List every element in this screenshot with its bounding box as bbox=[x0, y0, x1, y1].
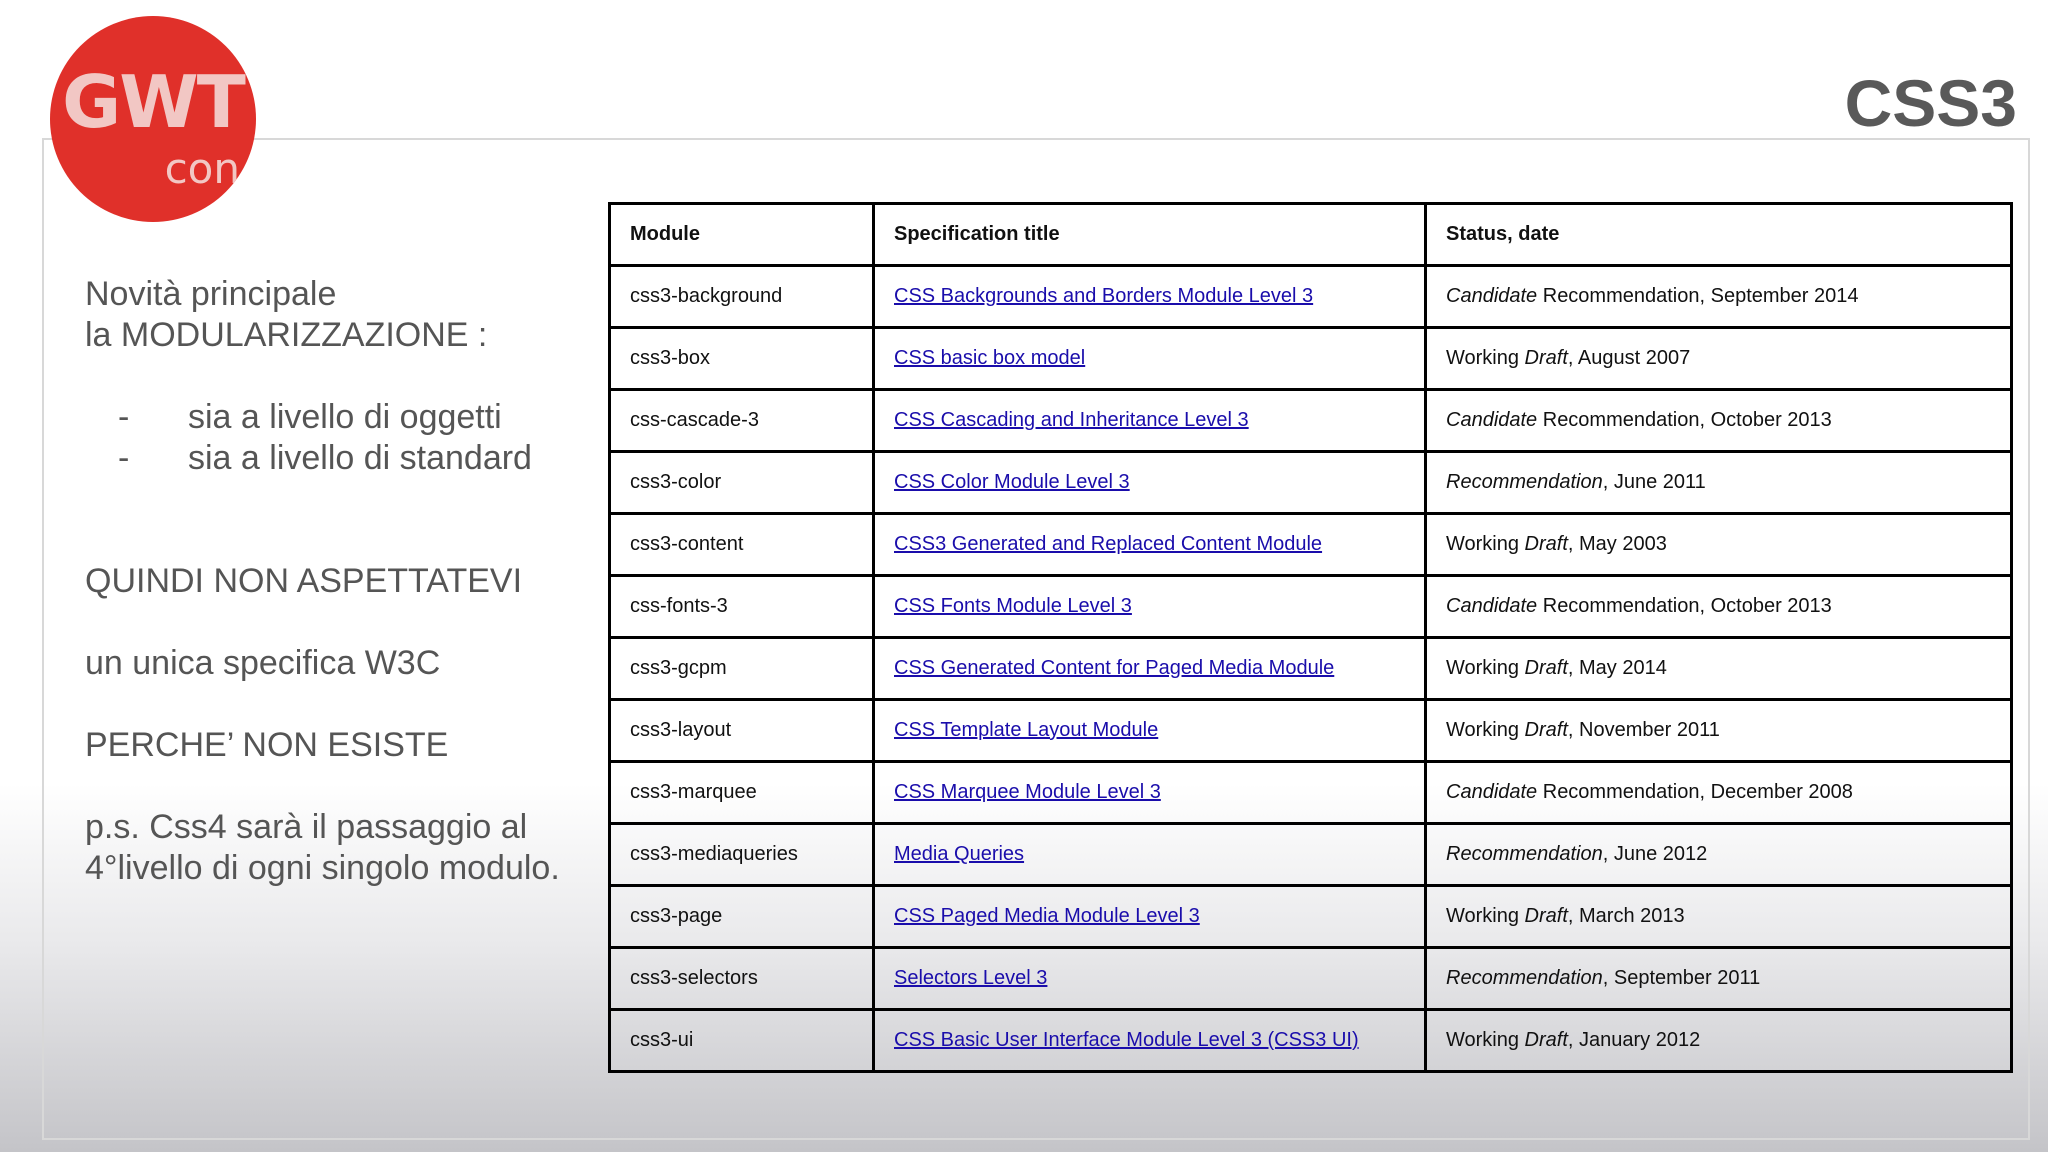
status-rest: , June 2011 bbox=[1602, 471, 1706, 493]
status-emphasis: Recommendation bbox=[1446, 843, 1603, 865]
module-cell: css3-mediaqueries bbox=[610, 824, 874, 886]
header-spec-title: Specification title bbox=[874, 204, 1426, 266]
spec-title-link[interactable]: CSS Basic User Interface Module Level 3 (CSS3 UI) bbox=[894, 1029, 1359, 1051]
module-cell: css-fonts-3 bbox=[610, 576, 874, 638]
spec-title-cell bbox=[874, 1010, 1426, 1072]
spec-title-cell bbox=[874, 328, 1426, 390]
table-row bbox=[610, 638, 2012, 700]
table-row bbox=[610, 452, 2012, 514]
status-prefix: Working bbox=[1446, 533, 1525, 555]
status-date-cell bbox=[1426, 1010, 2012, 1072]
logo-sub-text: con bbox=[164, 144, 240, 193]
module-cell: css3-ui bbox=[610, 1010, 874, 1072]
spec-title-link[interactable]: CSS Backgrounds and Borders Module Level 3 bbox=[894, 285, 1314, 307]
status-rest: , August 2007 bbox=[1567, 347, 1691, 369]
spec-title-link[interactable]: CSS Paged Media Module Level 3 bbox=[894, 905, 1200, 927]
module-cell: css3-selectors bbox=[610, 948, 874, 1010]
status-emphasis: Draft bbox=[1524, 719, 1568, 741]
bullet-marker-1: - bbox=[118, 398, 130, 436]
table-body bbox=[610, 266, 2012, 1072]
table-row bbox=[610, 266, 2012, 328]
status-emphasis: Draft bbox=[1524, 1029, 1568, 1051]
status-date-cell bbox=[1426, 886, 2012, 948]
table-row bbox=[610, 948, 2012, 1010]
status-emphasis: Candidate bbox=[1446, 409, 1538, 431]
bullet-marker-2: - bbox=[118, 439, 130, 477]
spec-title-cell bbox=[874, 514, 1426, 576]
module-cell: css3-background bbox=[610, 266, 874, 328]
status-rest: , January 2012 bbox=[1567, 1029, 1701, 1051]
status-emphasis: Candidate bbox=[1446, 285, 1538, 307]
status-rest: , November 2011 bbox=[1567, 719, 1720, 741]
bullet-text-1: sia a livello di oggetti bbox=[188, 398, 502, 436]
spec-title-cell bbox=[874, 266, 1426, 328]
status-prefix: Working bbox=[1446, 905, 1525, 927]
status-prefix: Working bbox=[1446, 657, 1525, 679]
table-row bbox=[610, 1010, 2012, 1072]
status-rest: Recommendation, September 2014 bbox=[1537, 285, 1859, 307]
statement-perche: PERCHE’ NON ESISTE bbox=[85, 726, 449, 764]
status-rest: , May 2014 bbox=[1567, 657, 1667, 679]
spec-title-cell bbox=[874, 700, 1426, 762]
module-cell: css3-page bbox=[610, 886, 874, 948]
spec-title-link[interactable]: CSS Marquee Module Level 3 bbox=[894, 781, 1161, 803]
module-cell: css3-gcpm bbox=[610, 638, 874, 700]
status-date-cell bbox=[1426, 452, 2012, 514]
status-rest: , September 2011 bbox=[1602, 967, 1761, 989]
status-date-cell bbox=[1426, 700, 2012, 762]
status-emphasis: Draft bbox=[1524, 905, 1568, 927]
header-module: Module bbox=[610, 204, 874, 266]
slide-title: CSS3 bbox=[1844, 66, 2017, 140]
status-emphasis: Candidate bbox=[1446, 595, 1538, 617]
statement-ps-line-2: 4°livello di ogni singolo modulo. bbox=[85, 849, 560, 887]
intro-line-2: la MODULARIZZAZIONE : bbox=[85, 316, 488, 354]
spec-title-link[interactable]: CSS Fonts Module Level 3 bbox=[894, 595, 1132, 617]
statement-unica: un unica specifica W3C bbox=[85, 644, 441, 682]
status-date-cell bbox=[1426, 948, 2012, 1010]
spec-title-cell bbox=[874, 452, 1426, 514]
status-date-cell bbox=[1426, 266, 2012, 328]
table-header-row bbox=[610, 204, 2012, 266]
status-emphasis: Recommendation bbox=[1446, 967, 1603, 989]
status-rest: Recommendation, December 2008 bbox=[1537, 781, 1853, 803]
status-date-cell bbox=[1426, 390, 2012, 452]
module-cell: css3-layout bbox=[610, 700, 874, 762]
status-date-cell bbox=[1426, 328, 2012, 390]
spec-title-link[interactable]: CSS3 Generated and Replaced Content Module bbox=[894, 533, 1323, 555]
spec-title-link[interactable]: Media Queries bbox=[894, 843, 1025, 865]
spec-title-link[interactable]: CSS Cascading and Inheritance Level 3 bbox=[894, 409, 1249, 431]
spec-title-link[interactable]: CSS Template Layout Module bbox=[894, 719, 1159, 741]
status-emphasis: Recommendation bbox=[1446, 471, 1603, 493]
spec-title-cell bbox=[874, 576, 1426, 638]
status-date-cell bbox=[1426, 638, 2012, 700]
status-rest: , March 2013 bbox=[1567, 905, 1685, 927]
spec-title-cell bbox=[874, 886, 1426, 948]
status-prefix: Working bbox=[1446, 347, 1525, 369]
table-row bbox=[610, 762, 2012, 824]
module-cell: css3-box bbox=[610, 328, 874, 390]
spec-title-cell bbox=[874, 762, 1426, 824]
table-row bbox=[610, 390, 2012, 452]
spec-title-cell bbox=[874, 824, 1426, 886]
table-row bbox=[610, 886, 2012, 948]
spec-title-cell bbox=[874, 948, 1426, 1010]
status-rest: Recommendation, October 2013 bbox=[1537, 595, 1832, 617]
spec-title-link[interactable]: CSS Generated Content for Paged Media Module bbox=[894, 657, 1335, 679]
gwtcon-logo bbox=[50, 16, 256, 222]
header-status-date: Status, date bbox=[1426, 204, 2012, 266]
intro-line-1: Novità principale bbox=[85, 275, 337, 313]
status-prefix: Working bbox=[1446, 719, 1525, 741]
css3-modules-table bbox=[608, 202, 2013, 1073]
spec-title-link[interactable]: CSS Color Module Level 3 bbox=[894, 471, 1130, 493]
status-emphasis: Draft bbox=[1524, 533, 1568, 555]
status-date-cell bbox=[1426, 576, 2012, 638]
statement-quindi: QUINDI NON ASPETTATEVI bbox=[85, 562, 523, 600]
status-rest: Recommendation, October 2013 bbox=[1537, 409, 1832, 431]
status-emphasis: Draft bbox=[1524, 657, 1568, 679]
bullet-text-2: sia a livello di standard bbox=[188, 439, 532, 477]
table-row bbox=[610, 700, 2012, 762]
table-row bbox=[610, 514, 2012, 576]
spec-title-cell bbox=[874, 390, 1426, 452]
status-prefix: Working bbox=[1446, 1029, 1525, 1051]
status-date-cell bbox=[1426, 514, 2012, 576]
module-cell: css-cascade-3 bbox=[610, 390, 874, 452]
spec-title-link[interactable]: CSS basic box model bbox=[894, 347, 1086, 369]
status-rest: , June 2012 bbox=[1602, 843, 1708, 865]
status-emphasis: Candidate bbox=[1446, 781, 1538, 803]
module-cell: css3-content bbox=[610, 514, 874, 576]
table-row bbox=[610, 824, 2012, 886]
module-cell: css3-marquee bbox=[610, 762, 874, 824]
module-cell: css3-color bbox=[610, 452, 874, 514]
table-row bbox=[610, 328, 2012, 390]
status-emphasis: Draft bbox=[1524, 347, 1568, 369]
statement-ps-line-1: p.s. Css4 sarà il passaggio al bbox=[85, 808, 528, 846]
spec-title-link[interactable]: Selectors Level 3 bbox=[894, 967, 1048, 989]
logo-main-text: GWT bbox=[62, 60, 244, 144]
spec-title-cell bbox=[874, 638, 1426, 700]
table-row bbox=[610, 576, 2012, 638]
status-date-cell bbox=[1426, 824, 2012, 886]
status-date-cell bbox=[1426, 762, 2012, 824]
status-rest: , May 2003 bbox=[1567, 533, 1667, 555]
